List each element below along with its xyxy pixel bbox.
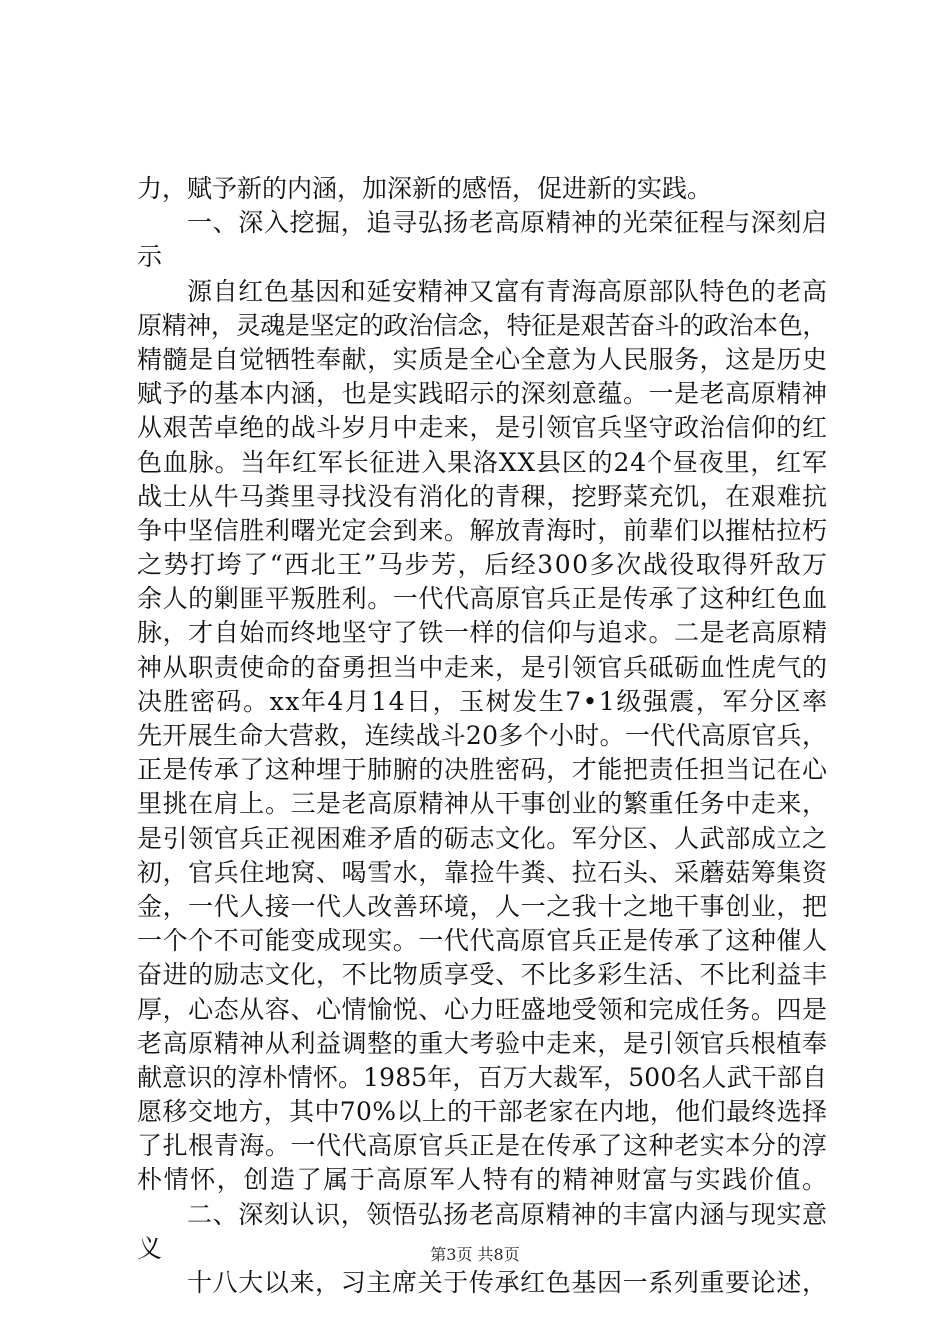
text-line: 了扎根青海。一代代高原官兵正是在传承了这种老实本分的淳	[137, 1131, 828, 1161]
text-line: 赋予的基本内涵，也是实践昭示的深刻意蕴。一是老高原精神	[137, 379, 828, 409]
text-line: 脉，才自始而终地坚守了铁一样的信仰与追求。二是老高原精	[137, 618, 828, 648]
text-line: 是引领官兵正视困难矛盾的砺志文化。军分区、人武部成立之	[137, 823, 828, 853]
text-line: 朴情怀，创造了属于高原军人特有的精神财富与实践价值。	[137, 1165, 829, 1195]
text-line: 老高原精神从利益调整的重大考验中走来，是引领官兵根植奉	[137, 1028, 828, 1058]
text-line: 色血脉。当年红军长征进入果洛XX县区的24个昼夜里，红军	[137, 447, 828, 477]
text-line: 二、深刻认识，领悟弘扬老高原精神的丰富内涵与现实意	[187, 1199, 828, 1229]
text-line: 初，官兵住地窝、喝雪水，靠捡牛粪、拉石头、采蘑菇筹集资	[137, 857, 828, 887]
text-line: 金，一代人接一代人改善环境，人一之我十之地干事创业，把	[137, 891, 828, 921]
text-line: 力，赋予新的内涵，加深新的感悟，促进新的实践。	[137, 174, 713, 203]
text-line: 从艰苦卓绝的战斗岁月中走来，是引领官兵坚守政治信仰的红	[137, 413, 828, 443]
text-line: 一、深入挖掘，追寻弘扬老高原精神的光荣征程与深刻启	[187, 208, 828, 238]
page-footer: 第3页 共8页	[430, 1245, 520, 1264]
text-line: 厚，心态从容、心情愉悦、心力旺盛地受领和完成任务。四是	[137, 994, 828, 1024]
text-line: 愿移交地方，其中70%以上的干部老家在内地，他们最终选择	[137, 1097, 828, 1127]
text-line: 奋进的励志文化，不比物质享受、不比多彩生活、不比利益丰	[137, 960, 828, 990]
text-line: 余人的剿匪平叛胜利。一代代高原官兵正是传承了这种红色血	[137, 584, 828, 614]
text-line: 神从职责使命的奋勇担当中走来，是引领官兵砥砺血性虎气的	[137, 652, 828, 682]
text-line: 十八大以来，习主席关于传承红色基因一系列重要论述，	[187, 1268, 828, 1297]
text-line: 战士从牛马粪里寻找没有消化的青稞，挖野菜充饥，在艰难抗	[137, 481, 828, 511]
text-line: 献意识的淳朴情怀。1985年，百万大裁军，500名人武干部自	[137, 1062, 828, 1092]
text-line: 一个个不可能变成现实。一代代高原官兵正是传承了这种催人	[137, 926, 828, 956]
text-line: 先开展生命大营救，连续战斗20多个小时。一代代高原官兵，	[137, 721, 828, 750]
text-line: 精髓是自觉牺牲奉献，实质是全心全意为人民服务，这是历史	[137, 344, 828, 374]
text-line: 之势打垮了“西北王”马步芳，后经300多次战役取得歼敌万	[137, 550, 829, 580]
text-line: 义	[137, 1233, 163, 1263]
text-line: 源自红色基因和延安精神又富有青海高原部队特色的老高	[187, 276, 828, 306]
document-body	[137, 172, 827, 1300]
text-line: 正是传承了这种埋于肺腑的决胜密码，才能把责任担当记在心	[137, 755, 828, 785]
text-line: 原精神，灵魂是坚定的政治信念，特征是艰苦奋斗的政治本色，	[137, 310, 827, 340]
text-line: 争中坚信胜利曙光定会到来。解放青海时，前辈们以摧枯拉朽	[137, 515, 828, 545]
text-line: 里挑在肩上。三是老高原精神从干事创业的繁重任务中走来，	[137, 789, 828, 819]
text-line: 决胜密码。xx年4月14日，玉树发生7•1级强震，军分区率	[137, 686, 829, 716]
text-line: 示	[137, 242, 163, 272]
